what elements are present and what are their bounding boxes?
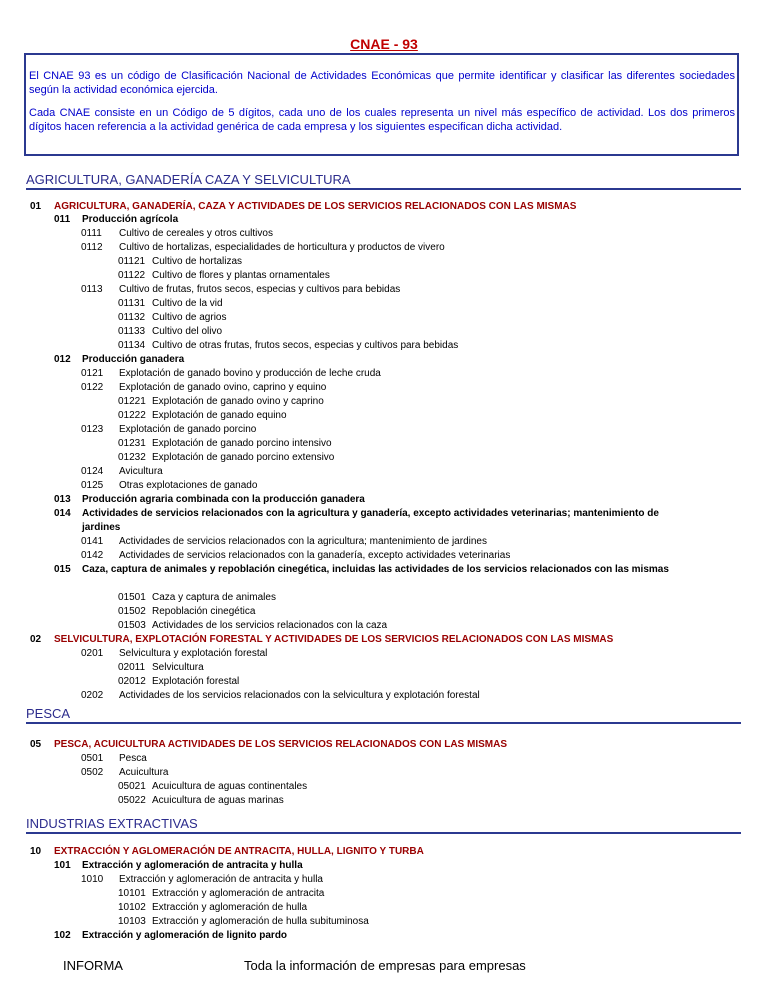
division-code: 02 xyxy=(30,634,42,645)
class-text: Otras explotaciones de ganado xyxy=(119,480,258,491)
subclass-text: Explotación de ganado porcino extensivo xyxy=(152,452,335,463)
division-code: 10 xyxy=(30,846,42,857)
intro-box xyxy=(24,53,739,156)
division-code: 01 xyxy=(30,201,42,212)
subclass-code: 02012 xyxy=(118,676,146,687)
class-code: 0502 xyxy=(81,767,104,778)
class-code: 1010 xyxy=(81,874,104,885)
subclass-text: Cultivo de agrios xyxy=(152,312,227,323)
subclass-code: 05021 xyxy=(118,781,146,792)
intro-paragraph-2: Cada CNAE consiste en un Código de 5 dígitos, cada uno de los cuales representa un nivel más específico de actividad. Los dos primeros dígitos hacen referencia a la actividad genérica de cada empresa y los siguientes especifican dicha actividad. xyxy=(29,107,735,133)
class-text: Avicultura xyxy=(119,466,163,477)
subclass-text: Acuicultura de aguas marinas xyxy=(152,795,284,806)
class-text: Cultivo de frutas, frutos secos, especias y cultivos para bebidas xyxy=(119,284,401,295)
division-title: SELVICULTURA, EXPLOTACIÓN FORESTAL Y ACTIVIDADES DE LOS SERVICIOS RELACIONADOS CON LAS MISMAS xyxy=(54,634,614,645)
class-code: 0501 xyxy=(81,753,104,764)
class-text: Cultivo de hortalizas, especialidades de horticultura y productos de vivero xyxy=(119,242,445,253)
subclass-code: 01131 xyxy=(118,298,146,309)
division-title: PESCA, ACUICULTURA ACTIVIDADES DE LOS SERVICIOS RELACIONADOS CON LAS MISMAS xyxy=(54,739,507,750)
group-code: 015 xyxy=(54,564,71,575)
class-text: Actividades de servicios relacionados con la agricultura; mantenimiento de jardines xyxy=(119,536,487,547)
group-text: Producción ganadera xyxy=(82,354,185,365)
class-code: 0112 xyxy=(81,242,103,253)
group-code: 014 xyxy=(54,508,71,519)
class-text: Explotación de ganado porcino xyxy=(119,424,257,435)
class-text: Selvicultura y explotación forestal xyxy=(119,648,268,659)
subclass-text: Explotación de ganado porcino intensivo xyxy=(152,438,332,449)
division-title: AGRICULTURA, GANADERÍA, CAZA Y ACTIVIDADES DE LOS SERVICIOS RELACIONADOS CON LAS MISMAS xyxy=(54,201,577,212)
subclass-text: Cultivo de flores y plantas ornamentales xyxy=(152,270,330,281)
group-code: 012 xyxy=(54,354,71,365)
class-code: 0124 xyxy=(81,466,104,477)
page-title: CNAE - 93 xyxy=(350,36,418,52)
class-code: 0142 xyxy=(81,550,104,561)
class-text: Explotación de ganado bovino y producción de leche cruda xyxy=(119,368,381,379)
subclass-code: 01501 xyxy=(118,592,146,603)
subclass-code: 01502 xyxy=(118,606,146,617)
group-code: 101 xyxy=(54,860,71,871)
subclass-code: 01121 xyxy=(118,256,146,267)
subclass-code: 10103 xyxy=(118,916,146,927)
subclass-code: 01134 xyxy=(118,340,146,351)
subclass-text: Extracción y aglomeración de hulla subituminosa xyxy=(152,916,369,927)
class-code: 0141 xyxy=(81,536,104,547)
section-heading-industrias-extractivas: INDUSTRIAS EXTRACTIVAS xyxy=(26,816,741,834)
subclass-text: Explotación de ganado ovino y caprino xyxy=(152,396,324,407)
subclass-text: Acuicultura de aguas continentales xyxy=(152,781,308,792)
class-code: 0123 xyxy=(81,424,104,435)
group-code: 102 xyxy=(54,930,71,941)
subclass-code: 01132 xyxy=(118,312,146,323)
class-code: 0111 xyxy=(81,228,102,239)
subclass-code: 10101 xyxy=(118,888,146,899)
subclass-text: Cultivo de otras frutas, frutos secos, especias y cultivos para bebidas xyxy=(152,340,459,351)
class-code: 0113 xyxy=(81,284,103,295)
subclass-code: 10102 xyxy=(118,902,146,913)
subclass-code: 01122 xyxy=(118,270,146,281)
subclass-code: 01503 xyxy=(118,620,146,631)
class-code: 0121 xyxy=(81,368,104,379)
subclass-text: Cultivo del olivo xyxy=(152,326,223,337)
subclass-code: 01221 xyxy=(118,396,146,407)
class-text: Actividades de los servicios relacionados con la selvicultura y explotación forestal xyxy=(119,690,480,701)
class-text: Extracción y aglomeración de antracita y hulla xyxy=(119,874,323,885)
class-code: 0202 xyxy=(81,690,104,701)
group-code: 011 xyxy=(54,214,71,225)
subclass-code: 01133 xyxy=(118,326,146,337)
intro-paragraph-1: El CNAE 93 es un código de Clasificación Nacional de Actividades Económicas que permite identificar y clasificar las diferentes sociedades según la actividad económica ejercida. xyxy=(29,70,735,96)
subclass-text: Caza y captura de animales xyxy=(152,592,276,603)
subclass-text: Repoblación cinegética xyxy=(152,606,256,617)
class-code: 0122 xyxy=(81,382,104,393)
group-text: Extracción y aglomeración de lignito pardo xyxy=(82,930,288,941)
group-text-continuation: jardines xyxy=(82,522,121,533)
subclass-text: Explotación forestal xyxy=(152,676,240,687)
subclass-text: Selvicultura xyxy=(152,662,204,673)
division-code: 05 xyxy=(30,739,42,750)
group-text: Producción agrícola xyxy=(82,214,179,225)
section-heading-agricultura: AGRICULTURA, GANADERÍA CAZA Y SELVICULTURA xyxy=(26,172,741,190)
class-text: Cultivo de cereales y otros cultivos xyxy=(119,228,273,239)
group-text: Actividades de servicios relacionados con la agricultura y ganadería, excepto actividades veterinarias; mantenimiento de xyxy=(82,508,659,519)
subclass-code: 02011 xyxy=(118,662,146,673)
group-text: Producción agraria combinada con la producción ganadera xyxy=(82,494,365,505)
footer-tagline: Toda la información de empresas para empresas xyxy=(244,958,526,973)
group-text: Caza, captura de animales y repoblación cinegética, incluidas las actividades de los servicios relacionados con las mismas xyxy=(82,564,669,575)
subclass-text: Cultivo de hortalizas xyxy=(152,256,243,267)
subclass-code: 01222 xyxy=(118,410,146,421)
footer-brand: INFORMA xyxy=(63,958,123,973)
class-text: Pesca xyxy=(119,753,147,764)
group-text: Extracción y aglomeración de antracita y hulla xyxy=(82,860,303,871)
subclass-code: 01232 xyxy=(118,452,146,463)
subclass-text: Extracción y aglomeración de hulla xyxy=(152,902,308,913)
subclass-text: Cultivo de la vid xyxy=(152,298,223,309)
class-text: Actividades de servicios relacionados con la ganadería, excepto actividades veterinarias xyxy=(119,550,511,561)
section-heading-pesca: PESCA xyxy=(26,706,741,724)
division-title: EXTRACCIÓN Y AGLOMERACIÓN DE ANTRACITA, HULLA, LIGNITO Y TURBA xyxy=(54,846,424,857)
class-code: 0201 xyxy=(81,648,104,659)
subclass-text: Actividades de los servicios relacionados con la caza xyxy=(152,620,388,631)
class-code: 0125 xyxy=(81,480,104,491)
subclass-code: 01231 xyxy=(118,438,146,449)
subclass-code: 05022 xyxy=(118,795,146,806)
group-code: 013 xyxy=(54,494,71,505)
subclass-text: Extracción y aglomeración de antracita xyxy=(152,888,325,899)
class-text: Acuicultura xyxy=(119,767,169,778)
class-text: Explotación de ganado ovino, caprino y equino xyxy=(119,382,327,393)
subclass-text: Explotación de ganado equino xyxy=(152,410,287,421)
